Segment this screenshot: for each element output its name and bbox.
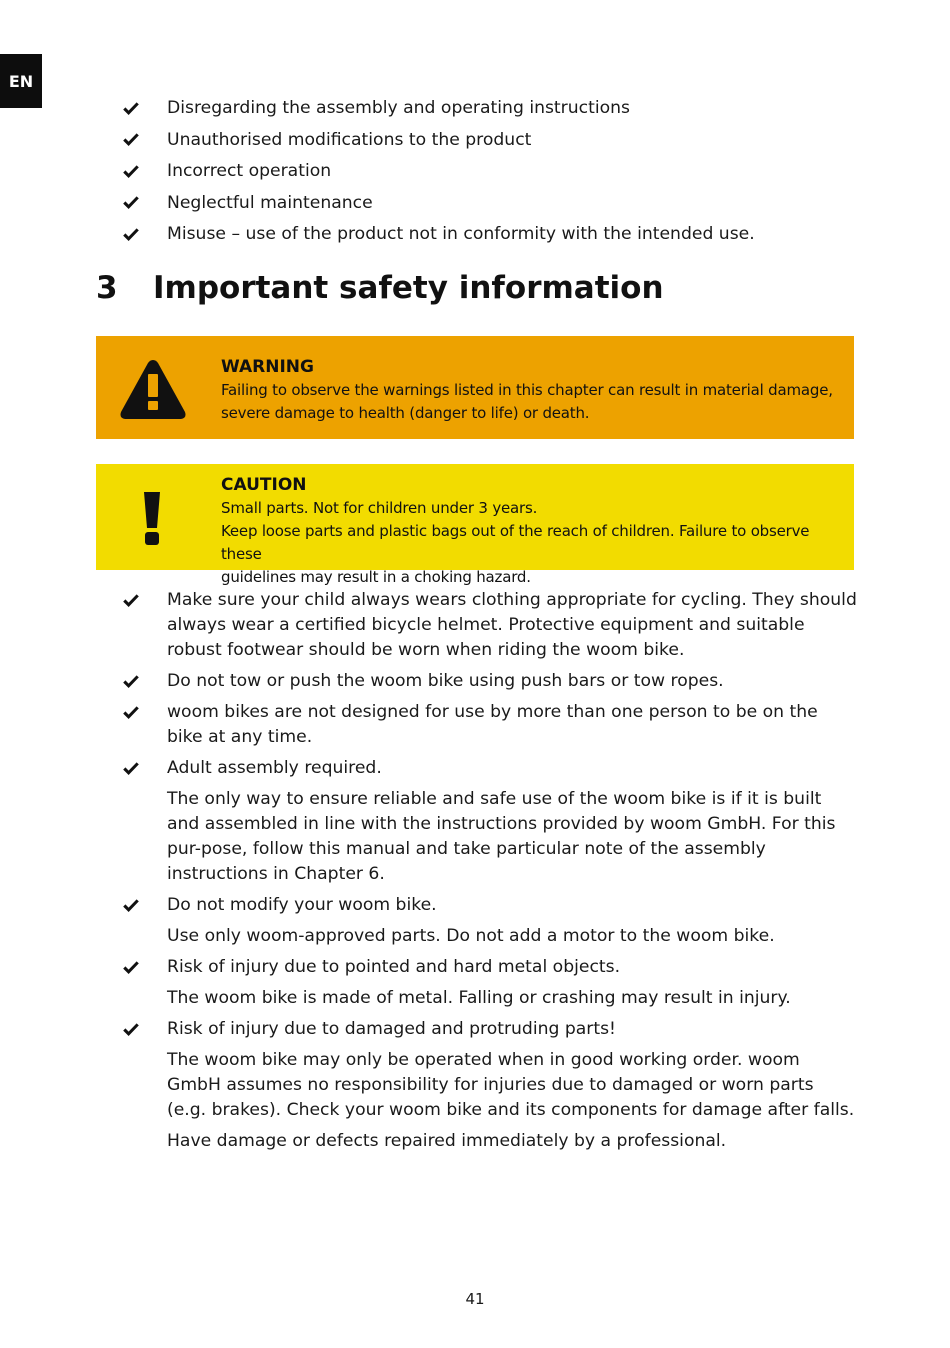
- section-title: Important safety information: [153, 270, 664, 306]
- list-item-text: Do not modify your woom bike.: [167, 895, 437, 915]
- checkmark-icon: [121, 700, 141, 725]
- checkmark-icon: [121, 222, 141, 247]
- caution-title: CAUTION: [221, 475, 307, 495]
- caution-box: [96, 464, 854, 586]
- section-heading: [96, 270, 664, 306]
- caution-text: Keep loose parts and plastic bags out of the reach of children. Failure to observe these: [221, 522, 810, 563]
- caution-text: guidelines may result in a choking hazard.: [221, 568, 531, 586]
- warning-title: WARNING: [221, 357, 314, 377]
- list-item: [0, 955, 857, 1011]
- list-item-text: Risk of injury due to pointed and hard metal objects.: [167, 957, 621, 977]
- reasons-list: [0, 96, 857, 254]
- list-item-text: Disregarding the assembly and operating instructions: [167, 98, 630, 118]
- checkmark-icon: [121, 96, 141, 121]
- list-item-detail: The woom bike is made of metal. Falling or crashing may result in injury.: [167, 988, 791, 1008]
- list-item: [0, 191, 857, 216]
- list-item-text: woom bikes are not designed for use by more than one person to be on the bike at any time.: [167, 702, 818, 747]
- list-item: [0, 893, 857, 949]
- checkmark-icon: [121, 893, 141, 918]
- warning-text: severe damage to health (danger to life) or death.: [221, 404, 590, 422]
- checkmark-icon: [121, 128, 141, 153]
- checkmark-icon: [121, 955, 141, 980]
- list-item-text: Risk of injury due to damaged and protruding parts!: [167, 1019, 616, 1039]
- language-tab: EN: [0, 54, 42, 108]
- list-item-text: Unauthorised modifications to the product: [167, 129, 532, 150]
- list-item-text: Do not tow or push the woom bike using push bars or tow ropes.: [167, 671, 724, 691]
- page-number: 41: [465, 1290, 485, 1308]
- list-item: [0, 700, 857, 750]
- list-item-text: Neglectful maintenance: [167, 192, 373, 213]
- checkmark-icon: [121, 756, 141, 781]
- list-item-detail: The woom bike may only be operated when in good working order. woom GmbH assumes no responsibility for injuries due to damaged or worn parts (e.g. brakes). Check your woom bike and its components for damage after falls.: [167, 1050, 855, 1120]
- list-item-text: Incorrect operation: [167, 161, 332, 181]
- list-item-detail: Use only woom-approved parts. Do not add a motor to the woom bike.: [167, 926, 775, 946]
- checkmark-icon: [121, 588, 141, 613]
- list-item: [0, 128, 857, 153]
- list-item-detail: The only way to ensure reliable and safe use of the woom bike is if it is built and assembled in line with the instructions provided by woom GmbH. For this pur-pose, follow this manual and take particular note of the assembly instructions in Chapter 6.: [167, 789, 836, 884]
- list-item: [0, 159, 857, 184]
- list-item: [0, 96, 857, 121]
- checkmark-icon: [121, 159, 141, 184]
- checkmark-icon: [121, 669, 141, 694]
- list-item: [0, 588, 857, 663]
- list-item: [0, 756, 857, 887]
- list-item-text: Misuse – use of the product not in conformity with the intended use.: [167, 224, 755, 244]
- warning-box: [96, 336, 854, 439]
- list-item-text: Adult assembly required.: [167, 758, 382, 778]
- list-item: [0, 669, 857, 694]
- checkmark-icon: [121, 1017, 141, 1042]
- exclamation-icon: [142, 492, 162, 546]
- list-item-text: Make sure your child always wears clothing appropriate for cycling. They should always wear a certified bicycle helmet. Protective equipment and suitable robust footwear should be worn when riding the woom bike.: [167, 590, 857, 660]
- list-item: [0, 222, 857, 247]
- section-number: 3: [96, 270, 118, 306]
- list-item-detail: Have damage or defects repaired immediately by a professional.: [167, 1131, 727, 1151]
- caution-text: Small parts. Not for children under 3 years.: [221, 499, 538, 517]
- list-item: [0, 1017, 857, 1154]
- safety-list: [0, 588, 857, 1160]
- checkmark-icon: [121, 191, 141, 216]
- warning-text: Failing to observe the warnings listed in this chapter can result in material damage,: [221, 381, 833, 399]
- warning-triangle-icon: [118, 356, 188, 422]
